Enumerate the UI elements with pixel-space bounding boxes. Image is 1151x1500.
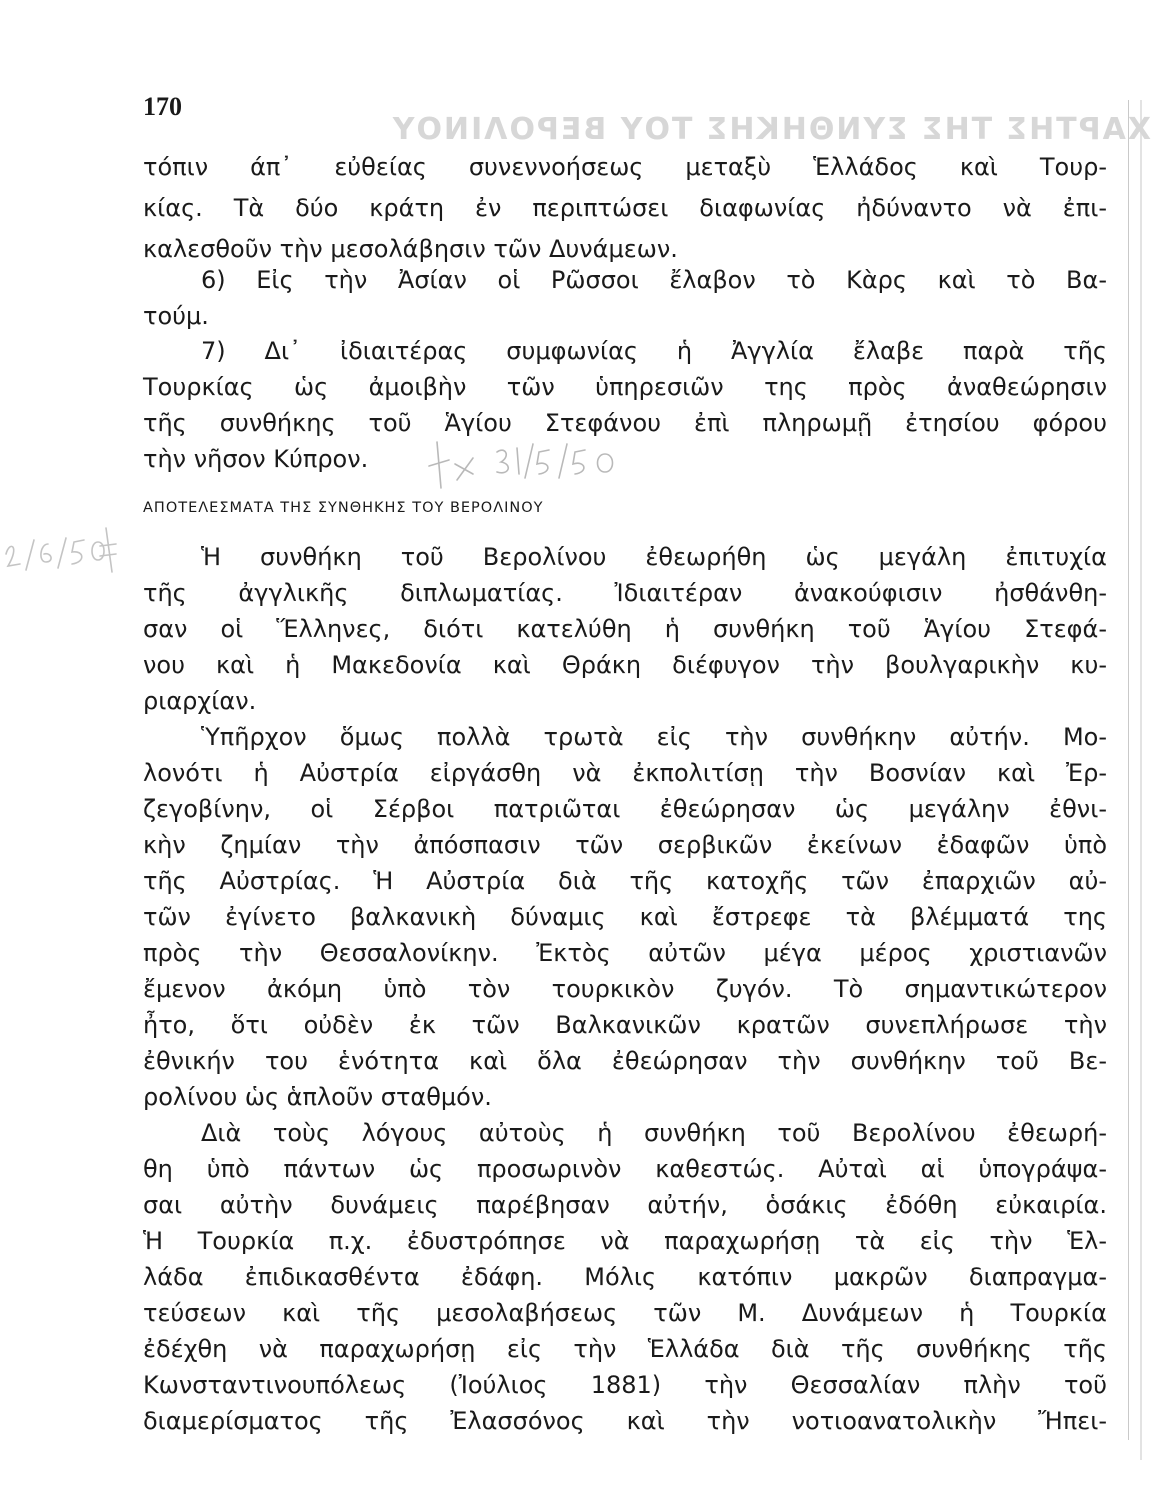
text-line: τούμ. — [143, 302, 209, 330]
text-line: ἔμενον ἀκόμη ὑπὸ τὸν τουρκικὸν ζυγόν. Τὸ σημαντικώτερον — [143, 975, 1107, 1003]
text-line: Κωνσταντινουπόλεως (Ἰούλιος 1881) τὴν Θεσσαλίαν πλὴν τοῦ — [143, 1371, 1107, 1399]
text-line: κὴν ζημίαν τὴν ἀπόσπασιν τῶν σερβικῶν ἐκείνων ἐδαφῶν ὑπὸ — [143, 831, 1107, 859]
text-line: σαι αὐτὴν δυνάμεις παρέβησαν αὐτήν, ὁσάκις ἐδόθη εὐκαιρία. — [143, 1191, 1107, 1219]
text-line: τὴν νῆσον Κύπρον. — [143, 445, 369, 473]
section-heading: ΑΠΟΤΕΛΕΣΜΑΤΑ ΤΗΣ ΣΥΝΘΗΚΗΣ ΤΟΥ ΒΕΡΟΛΙΝΟΥ — [143, 500, 544, 516]
text-line: ζεγοβίνην, οἱ Σέρβοι πατριῶται ἐθεώρησαν ὡς μεγάλην ἐθνι- — [143, 795, 1107, 823]
text-line: διαμερίσματος τῆς Ἐλασσόνος καὶ τὴν νοτιοανατολικὴν Ἤπει- — [143, 1407, 1107, 1435]
page-edge-shadow — [1128, 100, 1129, 1440]
page-number: 170 — [143, 92, 182, 121]
text-line: τῆς συνθήκης τοῦ Ἁγίου Στεφάνου ἐπὶ πληρωμῇ ἐτησίου φόρου — [143, 409, 1107, 437]
text-line: πρὸς τὴν Θεσσαλονίκην. Ἐκτὸς αὐτῶν μέγα μέρος χριστιανῶν — [143, 939, 1107, 967]
text-line: καλεσθοῦν τὴν μεσολάβησιν τῶν Δυνάμεων. — [143, 235, 678, 263]
margin-pencil-note — [0, 510, 120, 580]
text-line: Ὑπῆρχον ὅμως πολλὰ τρωτὰ εἰς τὴν συνθήκην αὐτήν. Μο- — [201, 723, 1107, 751]
text-line: τεύσεων καὶ τῆς μεσολαβήσεως τῶν Μ. Δυνάμεων ἡ Τουρκία — [143, 1299, 1107, 1327]
text-line: ἐθνικήν του ἑνότητα καὶ ὅλα ἐθεώρησαν τὴν συνθήκην τοῦ Βε- — [143, 1047, 1107, 1075]
text-line: τόπιν άπ᾽ εὐθείας συνεννοήσεως μεταξὺ Ἑλλάδος καὶ Τουρ- — [143, 153, 1107, 181]
text-line: 7) Δι᾽ ἰδιαιτέρας συμφωνίας ἡ Ἀγγλία ἔλαβε παρὰ τῆς — [201, 337, 1107, 365]
text-line: νου καὶ ἡ Μακεδονία καὶ Θράκη διέφυγον τὴν βουλγαρικὴν κυ- — [143, 651, 1107, 679]
text-line: 6) Εἰς τὴν Ἀσίαν οἱ Ρῶσσοι ἔλαβον τὸ Κὰρς καὶ τὸ Βα- — [201, 266, 1107, 294]
text-line: ριαρχίαν. — [143, 687, 257, 715]
text-line: Τουρκίας ὡς ἀμοιβὴν τῶν ὑπηρεσιῶν της πρὸς ἀναθεώρησιν — [143, 373, 1107, 401]
text-line: σαν οἱ Ἕλληνες, διότι κατελύθη ἡ συνθήκη τοῦ Ἁγίου Στεφά- — [143, 615, 1107, 643]
page-edge-shadow-outer — [1140, 100, 1142, 1460]
handwritten-date-annotation — [425, 436, 625, 496]
text-line: ἦτο, ὅτι οὐδὲν ἐκ τῶν Βαλκανικῶν κρατῶν συνεπλήρωσε τὴν — [143, 1011, 1107, 1039]
text-line: λονότι ἡ Αὐστρία εἰργάσθη νὰ ἐκπολιτίσῃ τὴν Βοσνίαν καὶ Ἐρ- — [143, 759, 1107, 787]
text-line: ρολίνου ὡς ἁπλοῦν σταθμόν. — [143, 1083, 492, 1111]
text-line: λάδα ἐπιδικασθέντα ἐδάφη. Μόλις κατόπιν μακρῶν διαπραγμα- — [143, 1263, 1107, 1291]
text-line: Ἡ συνθήκη τοῦ Βερολίνου ἐθεωρήθη ὡς μεγάλη ἐπιτυχία — [201, 543, 1107, 571]
text-line: θη ὑπὸ πάντων ὡς προσωρινὸν καθεστώς. Αὐταὶ αἱ ὑπογράψα- — [143, 1155, 1107, 1183]
text-line: Ἡ Τουρκία π.χ. ἐδυστρόπησε νὰ παραχωρήσῃ τὰ εἰς τὴν Ἑλ- — [143, 1227, 1107, 1255]
text-line: Διὰ τοὺς λόγους αὐτοὺς ἡ συνθήκη τοῦ Βερολίνου ἐθεωρή- — [201, 1119, 1107, 1147]
text-line: τῶν ἐγίνετο βαλκανικὴ δύναμις καὶ ἔστρεφε τὰ βλέμματά της — [143, 903, 1107, 931]
bleed-through-title: ΧΑΡΤΗΣ ΤΗΣ ΣΥΝΘΗΚΗΣ ΤΟΥ ΒΕΡΟΛΙΝΟΥ — [390, 112, 1151, 147]
text-line: ἐδέχθη νὰ παραχωρήσῃ εἰς τὴν Ἑλλάδα διὰ τῆς συνθήκης τῆς — [143, 1335, 1107, 1363]
text-line: τῆς ἀγγλικῆς διπλωματίας. Ἰδιαιτέραν ἀνακούφισιν ἠσθάνθη- — [143, 579, 1107, 607]
text-line: κίας. Τὰ δύο κράτη ἐν περιπτώσει διαφωνίας ἠδύναντο νὰ ἐπι- — [143, 194, 1107, 222]
text-line: τῆς Αὐστρίας. Ἡ Αὐστρία διὰ τῆς κατοχῆς τῶν ἐπαρχιῶν αὐ- — [143, 867, 1107, 895]
